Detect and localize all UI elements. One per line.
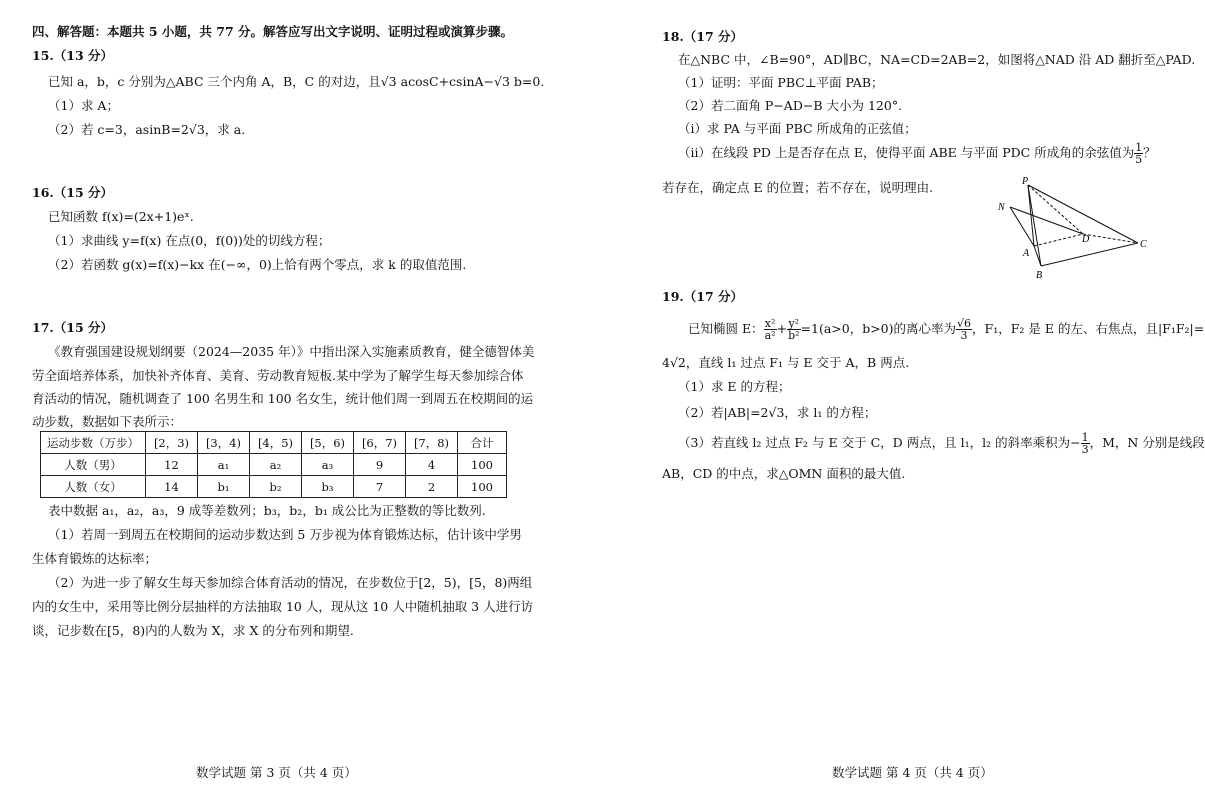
q17-part2-line: 内的女生中，采用等比例分层抽样的方法抽取 10 人，现从这 10 人中随机抽取 3 人进行访: [32, 599, 534, 614]
table-cell: 4: [406, 454, 458, 476]
q19-stem-c: ，F₁，F₂ 是 E 的左、右焦点，且|F₁F₂|=: [972, 321, 1205, 336]
fraction-numerator: x²: [764, 317, 776, 330]
section-header: 四、解答题：本题共 5 小题，共 77 分。解答应写出文字说明、证明过程或演算步骤。: [32, 24, 514, 39]
q19-part3-text: （3）若直线 l₂ 过点 F₂ 与 E 交于 C，D 两点，且 l₁，l₂ 的斜率乘积为−: [678, 435, 1081, 450]
q19-part3-line2: AB，CD 的中点，求△OMN 面积的最大值.: [662, 466, 906, 481]
q19-part2: （2）若|AB|=2√3，求 l₁ 的方程；: [678, 405, 877, 420]
page-footer: 数学试题 第 3 页（共 4 页）: [196, 765, 357, 780]
table-cell: 人数（女）: [41, 476, 146, 498]
q15-stem: 已知 a，b，c 分别为△ABC 三个内角 A，B，C 的对边，且√3 acosC+csinA−√3 b=0.: [48, 74, 545, 89]
fraction-denominator: 3: [1081, 443, 1089, 456]
q18-stem: 在△NBC 中，∠B=90°，AD∥BC，NA=CD=2AB=2，如图将△NAD 沿 AD 翻折至△PAD.: [678, 52, 1196, 67]
fraction-denominator: a²: [764, 329, 776, 342]
q17-part2-line: 谈，记步数在[5，8)内的人数为 X，求 X 的分布列和期望.: [32, 623, 354, 638]
fraction-one-third: [1081, 432, 1090, 455]
fraction-numerator: y²: [788, 317, 800, 330]
table-row: [41, 476, 507, 498]
edge-PB: [1028, 185, 1041, 266]
table-cell: 100: [458, 476, 507, 498]
table-cell: [7，8): [406, 432, 458, 454]
table-cell: b₂: [250, 476, 302, 498]
q16-part2: （2）若函数 g(x)=f(x)−kx 在(−∞，0)上恰有两个零点，求 k 的取值范围.: [48, 257, 467, 272]
q17-paragraph-line: 《教育强国建设规划纲要（2024—2035 年）》中指出深入实施素质教育，健全德智体美: [48, 344, 535, 359]
q18-part2: （2）若二面角 P−AD−B 大小为 120°.: [678, 98, 903, 113]
table-cell: 7: [354, 476, 406, 498]
table-cell: 9: [354, 454, 406, 476]
q15-part1: （1）求 A；: [48, 98, 119, 113]
q16-part1: （1）求曲线 y=f(x) 在点(0，f(0))处的切线方程；: [48, 233, 331, 248]
q18-part2-ii-line2: 若存在，确定点 E 的位置；若不存在，说明理由.: [662, 180, 934, 195]
q17-part1-line: （1）若周一到周五在校期间的运动步数达到 5 万步视为体育锻炼达标，估计该中学男: [48, 527, 522, 542]
q17-heading: 17.（15 分）: [32, 320, 113, 335]
table-cell: 2: [406, 476, 458, 498]
q15-part2: （2）若 c=3，asinB=2√3，求 a.: [48, 122, 246, 137]
q19-part1: （1）求 E 的方程；: [678, 379, 791, 394]
q19-stem-b: =1(a>0，b>0)的离心率为: [800, 321, 957, 336]
fraction-denominator: 3: [960, 329, 968, 342]
table-cell: b₃: [302, 476, 354, 498]
fraction-x2-a2: [764, 318, 777, 341]
fraction-denominator: b²: [788, 329, 800, 342]
step-count-table: [40, 431, 507, 498]
fraction-one-fifth: [1134, 142, 1143, 165]
table-cell: [3，4): [198, 432, 250, 454]
q18-heading: 18.（17 分）: [662, 29, 743, 44]
table-row: [41, 454, 507, 476]
table-cell: 100: [458, 454, 507, 476]
edge-ND: [1010, 207, 1083, 234]
q17-part1-line: 生体育锻炼的达标率；: [32, 551, 158, 566]
q16-heading: 16.（15 分）: [32, 185, 113, 200]
q18-part2-ii: [678, 142, 1156, 165]
table-cell: 合计: [458, 432, 507, 454]
edge-AB: [1034, 246, 1041, 266]
table-cell: a₁: [198, 454, 250, 476]
q19-stem-line2: 4√2，直线 l₁ 过点 F₁ 与 E 交于 A，B 两点.: [662, 355, 910, 370]
table-cell: 12: [146, 454, 198, 476]
table-cell: [6，7): [354, 432, 406, 454]
plus-sign: +: [776, 321, 788, 336]
table-cell: a₂: [250, 454, 302, 476]
q19-part3-end: ，M，N 分别是线段: [1089, 435, 1205, 450]
q17-paragraph-line: 动步数，数据如下表所示：: [32, 414, 183, 429]
label-N: N: [998, 202, 1005, 213]
exam-page-4: [592, 0, 1205, 800]
table-cell: [5，6): [302, 432, 354, 454]
table-cell: [2，3): [146, 432, 198, 454]
pyramid-figure: [990, 170, 1150, 285]
edge-BC: [1041, 243, 1138, 266]
q17-note: 表中数据 a₁，a₂，a₃，9 成等差数列；b₃，b₂，b₁ 成公比为正整数的等比数列.: [48, 503, 486, 518]
table-cell: 人数（男）: [41, 454, 146, 476]
table-cell: 运动步数（万步）: [41, 432, 146, 454]
q18-part2-i: （ⅰ）求 PA 与平面 PBC 所成角的正弦值；: [678, 121, 917, 136]
fraction-y2-b2: [787, 318, 800, 341]
q17-paragraph-line: 劳全面培养体系，加快补齐体育、美育、劳动教育短板.某中学为了解学生每天参加综合体: [32, 368, 524, 383]
q18-part1: （1）证明：平面 PBC⊥平面 PAB；: [678, 75, 884, 90]
q17-paragraph-line: 育活动的情况，随机调查了 100 名男生和 100 名女生，统计他们周一到周五在校期间的运: [32, 391, 534, 406]
table-cell: 14: [146, 476, 198, 498]
q18-part2-ii-end: ？: [1143, 145, 1156, 160]
edge-AD: [1034, 234, 1083, 246]
label-P: P: [1022, 176, 1029, 187]
exam-page-3: [0, 0, 585, 800]
fraction-numerator: 1: [1135, 141, 1143, 154]
fraction-denominator: 5: [1135, 153, 1143, 166]
q19-part3: [678, 432, 1205, 455]
q15-heading: 15.（13 分）: [32, 48, 113, 63]
table-cell: a₃: [302, 454, 354, 476]
label-A: A: [1023, 248, 1030, 259]
label-B: B: [1036, 270, 1043, 281]
table-cell: b₁: [198, 476, 250, 498]
q19-stem-a: 已知椭圆 E：: [688, 321, 764, 336]
fraction-numerator: 1: [1081, 431, 1089, 444]
label-D: D: [1082, 234, 1090, 245]
table-header-row: [41, 432, 507, 454]
q19-stem: [688, 318, 1204, 341]
q16-stem: 已知函数 f(x)=(2x+1)eˣ.: [48, 209, 194, 224]
fraction-eccentricity: [956, 318, 972, 341]
table-cell: [4，5): [250, 432, 302, 454]
q17-part2-line: （2）为进一步了解女生每天参加综合体育活动的情况，在步数位于[2，5)，[5，8)两组: [48, 575, 533, 590]
q19-heading: 19.（17 分）: [662, 289, 743, 304]
fraction-numerator: √6: [957, 317, 972, 330]
q18-part2-ii-text: （ⅱ）在线段 PD 上是否存在点 E，使得平面 ABE 与平面 PDC 所成角的余弦值为: [678, 145, 1135, 160]
label-C: C: [1140, 239, 1147, 250]
page-footer: 数学试题 第 4 页（共 4 页）: [832, 765, 993, 780]
